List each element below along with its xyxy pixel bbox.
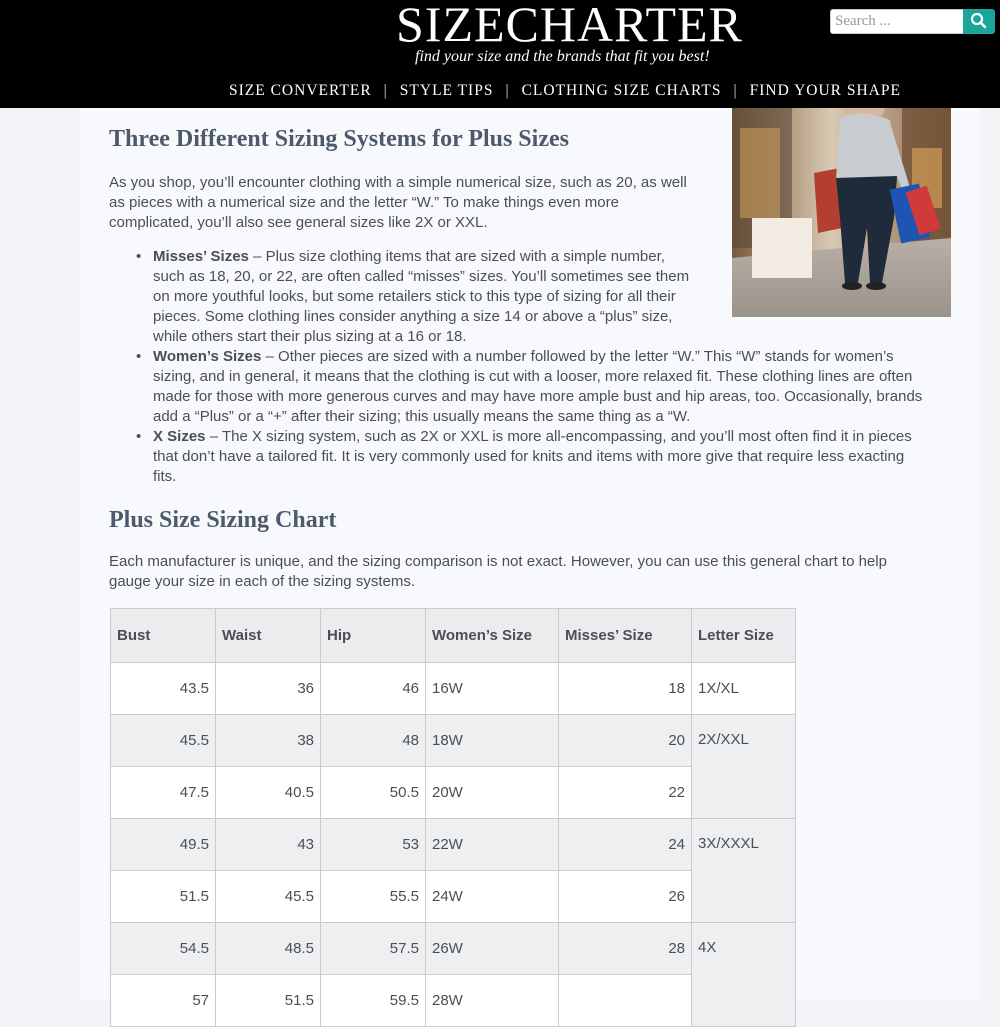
chart-intro-paragraph	[109, 552, 887, 592]
table-header-row	[111, 609, 796, 663]
cell-letter: 2X/XXL	[692, 715, 796, 819]
text-line: pieces. Some clothing lines consider anything a size 14 or above a “plus” size,	[153, 308, 673, 325]
table-row	[111, 923, 796, 975]
nav-size-converter[interactable]: SIZE CONVERTER	[229, 82, 372, 99]
text-line: as pieces with a numerical size and the letter “W.” To make things even more	[109, 194, 619, 211]
cell-womens: 18W	[426, 715, 559, 767]
header-bust: Bust	[111, 609, 216, 663]
search-icon	[963, 9, 995, 34]
section-heading-sizing-systems: Three Different Sizing Systems for Plus Sizes	[109, 126, 569, 152]
cell-hip: 59.5	[321, 975, 426, 1027]
text-line: sizing, and in general, it means that the clothing is cut with a looser, more relaxed fit. These clothing lines are often	[153, 368, 913, 385]
text-line: fits.	[153, 468, 177, 485]
text-line: that don’t have a tailored fit. It is very commonly used for knits and items with more give that require less exacting	[153, 448, 905, 465]
cell-bust: 47.5	[111, 767, 216, 819]
text-line: add a “Plus” or a “+” after their sizing; this usually means the same thing as a “W.	[153, 408, 691, 425]
cell-womens: 22W	[426, 819, 559, 871]
text-line: while others start their plus sizing at a 16 or 18.	[153, 328, 467, 345]
section-heading-sizing-chart: Plus Size Sizing Chart	[109, 507, 337, 533]
cell-womens: 28W	[426, 975, 559, 1027]
header-womens-size: Women’s Size	[426, 609, 559, 663]
cell-hip: 57.5	[321, 923, 426, 975]
cell-misses	[559, 975, 692, 1027]
cell-hip: 48	[321, 715, 426, 767]
cell-hip: 53	[321, 819, 426, 871]
plus-size-chart-table	[110, 608, 796, 1027]
text-line: Each manufacturer is unique, and the sizing comparison is not exact. However, you can use this general chart to help	[109, 553, 887, 570]
sizing-list-others	[136, 347, 953, 487]
cell-hip: 50.5	[321, 767, 426, 819]
cell-letter: 3X/XXXL	[692, 819, 796, 923]
header-misses-size: Misses’ Size	[559, 609, 692, 663]
cell-bust: 54.5	[111, 923, 216, 975]
cell-waist: 45.5	[216, 871, 321, 923]
term-x-sizes: X Sizes	[153, 428, 206, 445]
table-row	[111, 819, 796, 871]
list-item-x-sizes	[136, 427, 953, 487]
header-letter-size: Letter Size	[692, 609, 796, 663]
cell-misses: 26	[559, 871, 692, 923]
nav-separator: |	[505, 82, 510, 99]
nav-style-tips[interactable]: STYLE TIPS	[399, 82, 494, 99]
cell-letter: 1X/XL	[692, 663, 796, 715]
cell-waist: 43	[216, 819, 321, 871]
term-misses: Misses’ Sizes	[153, 248, 249, 265]
nav-find-your-shape[interactable]: FIND YOUR SHAPE	[749, 82, 901, 99]
shopping-photo	[732, 108, 951, 317]
cell-waist: 40.5	[216, 767, 321, 819]
cell-womens: 24W	[426, 871, 559, 923]
site-header	[0, 0, 1000, 108]
text-line: – Other pieces are sized with a number followed by the letter “W.” This “W” stands for women’s	[261, 348, 894, 365]
cell-hip: 46	[321, 663, 426, 715]
cell-womens: 20W	[426, 767, 559, 819]
text-line: made for those with more generous curves and may have more ample bust and hip areas, too. Occasionally, brands	[153, 388, 923, 405]
bullet-dot: •	[136, 248, 142, 265]
cell-misses: 18	[559, 663, 692, 715]
cell-waist: 36	[216, 663, 321, 715]
nav-separator: |	[733, 82, 738, 99]
table-row	[111, 715, 796, 767]
list-item-misses	[136, 247, 713, 347]
cell-waist: 48.5	[216, 923, 321, 975]
bullet-dot: •	[136, 348, 142, 365]
site-logo[interactable]: SIZECHARTER	[396, 0, 743, 52]
nav-separator: |	[383, 82, 388, 99]
cell-misses: 24	[559, 819, 692, 871]
cell-misses: 28	[559, 923, 692, 975]
text-line: gauge your size in each of the sizing systems.	[109, 573, 415, 590]
search-input[interactable]	[830, 9, 964, 34]
main-nav	[229, 81, 901, 101]
cell-bust: 57	[111, 975, 216, 1027]
header-hip: Hip	[321, 609, 426, 663]
sizing-list-misses	[136, 247, 713, 347]
cell-bust: 51.5	[111, 871, 216, 923]
cell-womens: 26W	[426, 923, 559, 975]
cell-bust: 45.5	[111, 715, 216, 767]
cell-letter: 4X	[692, 923, 796, 1027]
text-line: on more youthful looks, but some retailers stick to this type of sizing for all their	[153, 288, 676, 305]
header-waist: Waist	[216, 609, 321, 663]
intro-paragraph	[109, 173, 687, 233]
search-form	[830, 9, 995, 34]
bullet-dot: •	[136, 428, 142, 445]
table-row	[111, 663, 796, 715]
cell-womens: 16W	[426, 663, 559, 715]
text-line: – Plus size clothing items that are sized with a simple number,	[248, 248, 665, 265]
term-womens: Women’s Sizes	[153, 348, 262, 365]
cell-hip: 55.5	[321, 871, 426, 923]
cell-bust: 43.5	[111, 663, 216, 715]
text-line: complicated, you’ll also see general sizes like 2X or XXL.	[109, 214, 488, 231]
cell-waist: 38	[216, 715, 321, 767]
text-line: – The X sizing system, such as 2X or XXL is more all-encompassing, and you’ll most often find it in pieces	[205, 428, 912, 445]
site-tagline: find your size and the brands that fit you best!	[415, 48, 710, 65]
text-line: As you shop, you’ll encounter clothing with a simple numerical size, such as 20, as well	[109, 174, 687, 191]
cell-misses: 20	[559, 715, 692, 767]
list-item-womens	[136, 347, 953, 427]
cell-waist: 51.5	[216, 975, 321, 1027]
search-button[interactable]	[963, 9, 995, 34]
cell-misses: 22	[559, 767, 692, 819]
cell-bust: 49.5	[111, 819, 216, 871]
text-line: such as 18, 20, or 22, are often called “misses” sizes. You’ll sometimes see them	[153, 268, 690, 285]
nav-clothing-size-charts[interactable]: CLOTHING SIZE CHARTS	[521, 82, 722, 99]
